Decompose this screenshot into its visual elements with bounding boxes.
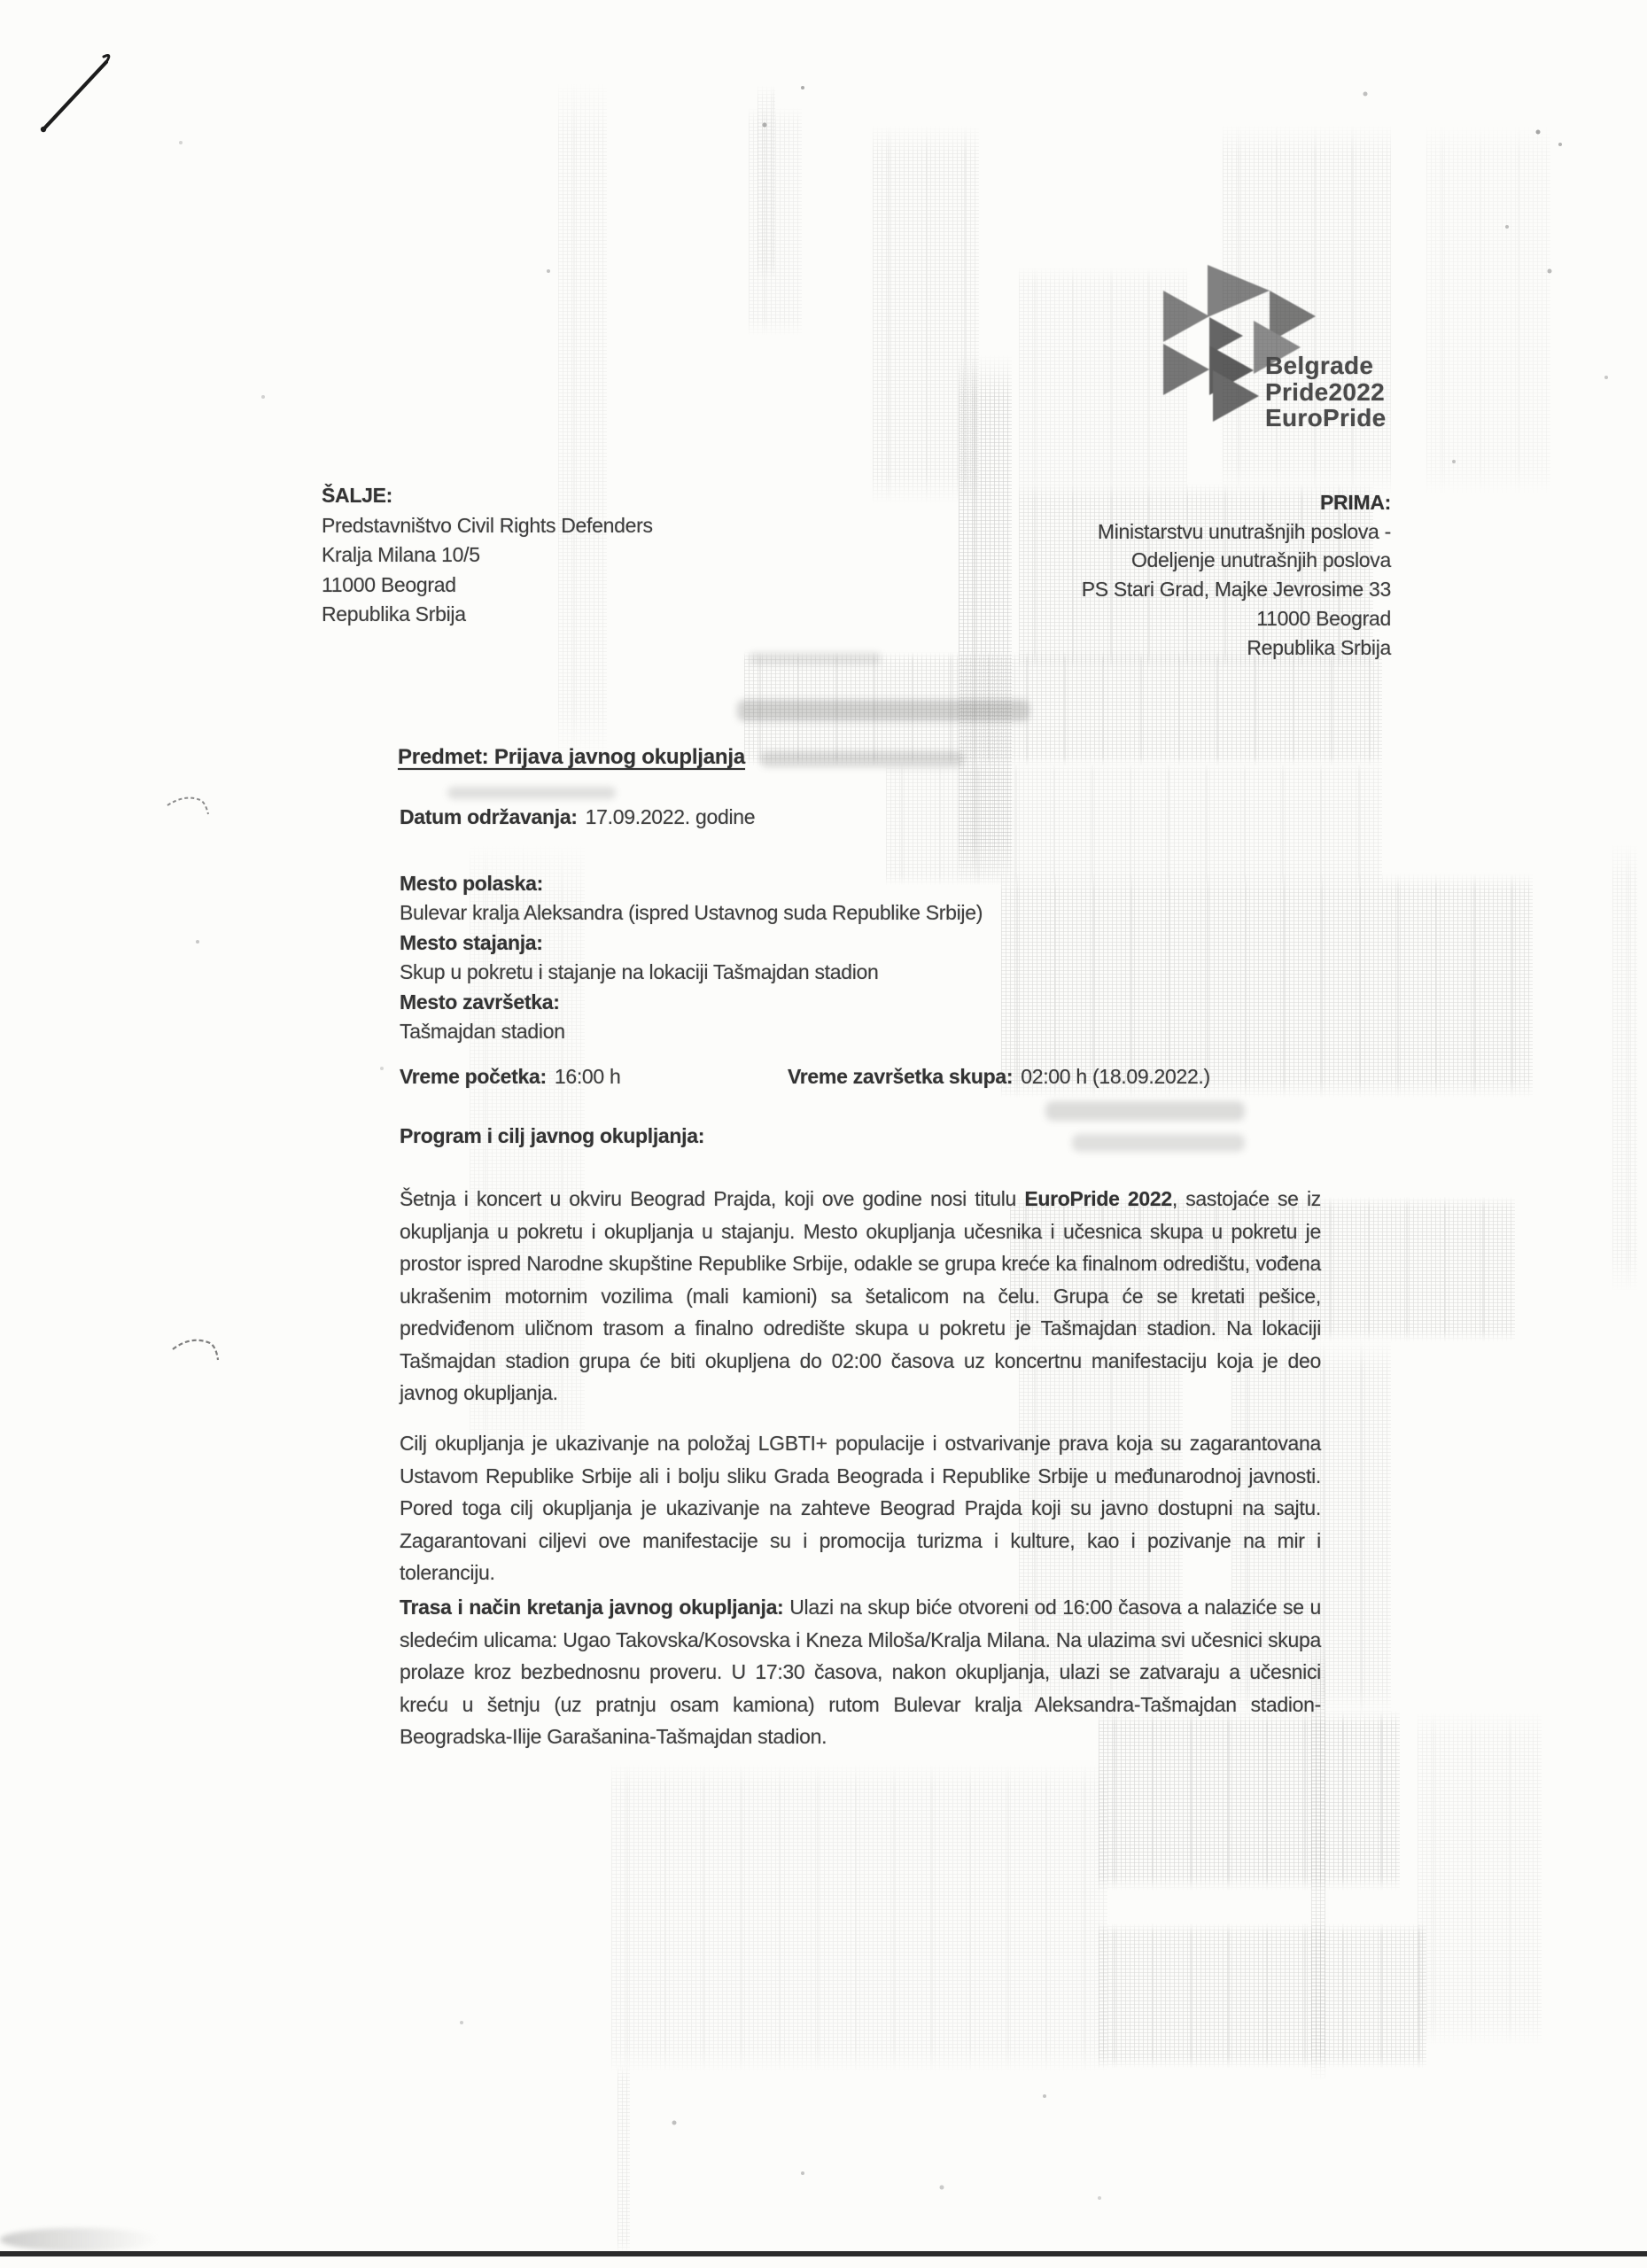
start-time [400,1065,620,1089]
paragraph-route: Trasa i način kretanja javnog okupljanja: Ulazi na skup biće otvoreni od 16:00 časova a nalaziće se u sledećim ulicama: Ugao Takovska/Kosovska i Kneza Miloša/Kralja Milana. Na ulazima svi učesnici skupa prolaze kroz bezbednosnu proveru. U 17:30 časova, nakon okupljanja, ulazi se zatvaraju a učesnici kreću u šetnju (uz pratnju osam kamiona) rutom Bulevar kralja Aleksandra-Tašmajdan stadion-Beogradska-Ilije Garašanina-Tašmajdan stadion. [400,1596,1321,1748]
scan-noise-band [749,106,802,337]
date-label: Datum održavanja: [400,805,578,828]
logo-wordmark [1265,353,1387,431]
start-place-label: Mesto polaska: [400,872,543,895]
logo-line-3: EuroPride [1265,404,1387,431]
scan-noise-band [873,124,979,505]
erased-text-smudge [760,751,964,767]
scan-noise-band [744,651,1382,766]
scan-noise-band [886,762,1382,886]
erased-text-smudge [1072,1134,1245,1152]
scan-noise-band [618,2064,630,2255]
recipient-city: 11000 Beograd [1256,606,1391,630]
end-time [788,1065,1210,1089]
scan-specks [0,0,2,2]
scan-noise-band [558,80,607,762]
recipient-department: Odeljenje unutrašnjih poslova [1130,548,1391,572]
time-details [0,1065,1647,1095]
standing-place-value: Skup u pokretu i stajanje na lokaciji Tašmajdan stadion [400,960,879,984]
logo-line-2: Pride2022 [1265,377,1386,406]
paragraph-goal: Cilj okupljanja je ukazivanje na položaj LGBTI+ populacije i ostvarivanje prava koja su zagarantovana Ustavom Republike Srbije ali i bolju sliku Grada Beograda i Republike Srbije u međunarodnoj javnosti. Pored toga cilj okupljanja je ukazivanje na zahteve Beograd Prajda koji su javno dostupni na sajtu. Zagarantovani ciljevi ove manifestacije su i promocija turizma i kulture, kao i pozivanje na mir i toleranciju. [400,1432,1321,1584]
scan-noise-band [1099,1922,1426,2069]
sender-org: Predstavništvo Civil Rights Defenders [322,513,653,537]
sender-street: Kralja Milana 10/5 [322,543,480,566]
europride-logo [1163,253,1456,462]
scan-noise-band [1418,1710,1542,2047]
recipient-station: PS Stari Grad, Majke Jevrosime 33 [1081,578,1391,602]
logo-line-1: Belgrade [1265,352,1374,379]
location-details [400,869,983,1046]
end-time-label: Vreme završetka skupa: [788,1065,1014,1088]
scan-edge-line [0,2251,1647,2256]
recipient-label: PRIMA: [1320,491,1391,514]
erased-text-smudge [1045,1101,1245,1121]
scan-edge-shadow [0,2228,159,2251]
date-value: 17.09.2022. godine [585,805,756,828]
end-time-value: 02:00 h (18.09.2022.) [1021,1065,1210,1088]
scan-noise-band [757,84,775,279]
pen-arc-mark-lower [167,1331,234,1370]
end-place-label: Mesto završetka: [400,990,560,1014]
paragraph-program: Šetnja i koncert u okviru Beograd Prajda, koji ove godine nosi titulu EuroPride 2022, sastojaće se iz okupljanja u pokretu i okupljanja u stajanju. Mesto okupljanja učesnika i učesnica skupa u pokretu je prostor ispred Narodne skupštine Republike Srbije, odakle se grupa kreće ka finalnom odredištu, vođena ukrašenim motornim vozilima (mali kamioni) sa šetalicom na čelu. Grupa će se kretati pešice, predviđenom uličnom trasom a finalno odredište skupa u pokretu je Tašmajdan stadion. Na lokaciji Tašmajdan stadion grupa će biti okupljena do 02:00 časova uz koncertnu manifestaciju koja je deo javnog okupljanja. [400,1187,1321,1404]
sender-city: 11000 Beograd [322,572,456,596]
scan-noise-band [611,1763,1107,2073]
start-time-value: 16:00 h [554,1065,621,1088]
erased-text-smudge [749,652,882,664]
pen-arc-mark-upper [162,790,224,826]
program-heading: Program i cilj javnog okupljanja: [400,1124,705,1147]
subject-line: Predmet: Prijava javnog okupljanja [398,745,745,769]
pen-stroke-mark [16,25,140,149]
date-line [400,805,755,829]
erased-text-smudge [447,787,616,799]
recipient-country: Republika Srbija [1247,635,1391,659]
recipient-address-block [975,488,1391,662]
start-place-value: Bulevar kralja Aleksandra (ispred Ustavnog suda Republike Srbije) [400,901,983,925]
sender-address-block [322,481,653,630]
scan-noise-band [1019,266,1187,496]
end-place-value: Tašmajdan stadion [400,1020,565,1044]
start-time-label: Vreme početka: [400,1065,547,1088]
sender-label: ŠALJE: [322,484,392,507]
recipient-ministry: Ministarstvu unutrašnjih poslova - [1097,519,1391,543]
standing-place-label: Mesto stajanja: [400,930,543,954]
erased-text-smudge [737,700,1029,721]
sender-country: Republika Srbija [322,602,466,625]
